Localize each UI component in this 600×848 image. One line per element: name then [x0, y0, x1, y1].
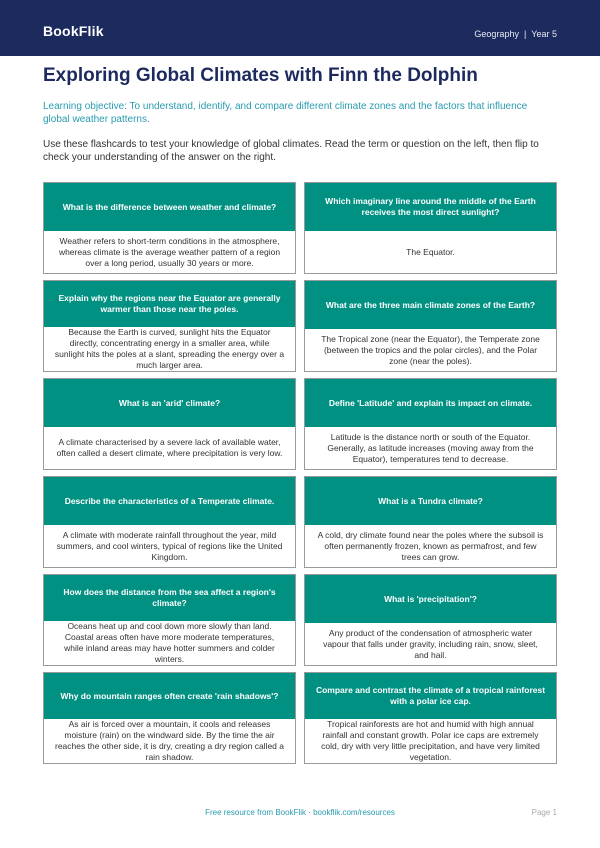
- footer-link[interactable]: Free resource from BookFlik · bookflik.com/resources: [205, 808, 395, 817]
- flashcard[interactable]: [43, 672, 296, 764]
- flashcard-question: What is an 'arid' climate?: [44, 379, 295, 427]
- flashcard[interactable]: [304, 672, 557, 764]
- flashcard[interactable]: [304, 378, 557, 470]
- flashcard-answer: Latitude is the distance north or south of the Equator. Generally, as latitude increases (moving away from the Equator), temperatures tend to decrease.: [327, 431, 534, 464]
- flashcard[interactable]: [43, 476, 296, 568]
- flashcard-answer: A climate with moderate rainfall throughout the year, mild summers, and cool winters, typical of regions like the United Kingdom.: [56, 529, 283, 562]
- flashcard[interactable]: [304, 182, 557, 274]
- flashcard-answer: As air is forced over a mountain, it cools and releases moisture (rain) on the windward side. By the time the air reaches the other side, it is dry, creating a dry region called a rain shadow.: [55, 719, 284, 762]
- flashcard-answer: Tropical rainforests are hot and humid with high annual rainfall and constant growth. Polar ice caps are extremely cold, dry with very little precipitation, and have very limited vegetation.: [321, 719, 540, 762]
- flashcard[interactable]: [304, 476, 557, 568]
- page-title: Exploring Global Climates with Finn the Dolphin: [43, 65, 478, 86]
- flashcard-answer: A cold, dry climate found near the poles where the subsoil is often permanently frozen, known as permafrost, and few trees can grow.: [317, 529, 544, 562]
- subject-meta: [474, 29, 557, 39]
- flashcard-row: [43, 378, 557, 470]
- flashcard[interactable]: [43, 574, 296, 666]
- flashcard[interactable]: [43, 378, 296, 470]
- flashcard-answer: Because the Earth is curved, sunlight hits the Equator directly, concentrating energy in a smaller area, while sunlight hits the poles at a slant, spreading the energy over a much larger area.: [54, 327, 285, 370]
- intro-text: Use these flashcards to test your knowledge of global climates. Read the term or question on the left, then flip to check your understanding of the answer on the right.: [43, 139, 539, 163]
- flashcard[interactable]: [43, 182, 296, 274]
- year-label: Year 5: [531, 29, 557, 39]
- flashcard-question: How does the distance from the sea affect a region's climate?: [44, 575, 295, 621]
- flashcard-row: [43, 280, 557, 372]
- flashcard-question: Describe the characteristics of a Temperate climate.: [44, 477, 295, 525]
- flashcard-row: [43, 574, 557, 666]
- meta-separator: |: [523, 29, 527, 39]
- flashcard[interactable]: [43, 280, 296, 372]
- flashcard[interactable]: [304, 574, 557, 666]
- header-bar: [0, 0, 600, 56]
- flashcard-answer: Oceans heat up and cool down more slowly than land. Coastal areas often have more moderate temperatures, while inland areas may have hotter summers and colder winters.: [64, 621, 275, 664]
- flashcard-question: Which imaginary line around the middle of the Earth receives the most direct sunlight?: [305, 183, 556, 231]
- flashcard-grid: [43, 182, 557, 770]
- flashcard-row: [43, 182, 557, 274]
- flashcard-question: Explain why the regions near the Equator are generally warmer than those near the poles.: [44, 281, 295, 327]
- flashcard-question: What is 'precipitation'?: [305, 575, 556, 623]
- flashcard[interactable]: [304, 280, 557, 372]
- flashcard-answer: The Equator.: [406, 246, 455, 257]
- flashcard-question: What is the difference between weather and climate?: [44, 183, 295, 231]
- flashcard-question: What are the three main climate zones of the Earth?: [305, 281, 556, 329]
- flashcard-question: Why do mountain ranges often create 'rain shadows'?: [44, 673, 295, 719]
- flashcard-answer: Weather refers to short-term conditions in the atmosphere, whereas climate is the average weather pattern of a region over a long period, usually 30 years or more.: [58, 235, 281, 268]
- flashcard-row: [43, 476, 557, 568]
- flashcard-answer: The Tropical zone (near the Equator), the Temperate zone (between the tropics and the polar circles), and the Polar zone (near the poles).: [321, 333, 540, 366]
- brand-logo[interactable]: BookFlik: [43, 23, 104, 39]
- page-number: Page 1: [531, 808, 557, 817]
- flashcard-question: Define 'Latitude' and explain its impact on climate.: [305, 379, 556, 427]
- flashcard-answer: Any product of the condensation of atmospheric water vapour that falls under gravity, including rain, snow, sleet, and hail.: [323, 627, 538, 660]
- flashcard-question: What is a Tundra climate?: [305, 477, 556, 525]
- learning-objective: Learning objective: To understand, identify, and compare different climate zones and the factors that influence global weather patterns.: [43, 101, 528, 125]
- subject-label: Geography: [474, 29, 519, 39]
- flashcard-row: [43, 672, 557, 764]
- flashcard-answer: A climate characterised by a severe lack of available water, often called a desert climate, where precipitation is very low.: [56, 437, 283, 458]
- flashcard-question: Compare and contrast the climate of a tropical rainforest with a polar ice cap.: [305, 673, 556, 719]
